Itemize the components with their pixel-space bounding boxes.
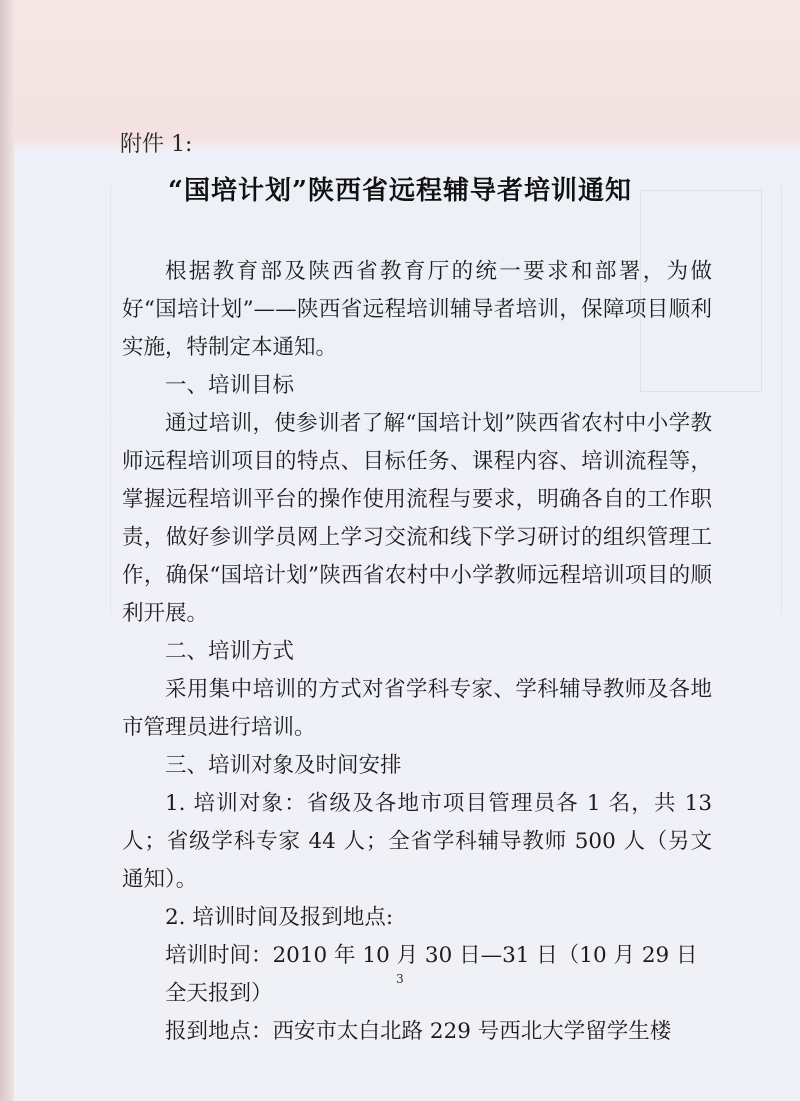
section-heading-schedule: 三、培训对象及时间安排 (165, 753, 402, 778)
page-number: 3 (396, 972, 404, 986)
section-heading-goal: 一、培训目标 (165, 373, 295, 398)
goal-paragraph: 通过培训，使参训者了解“国培计划”陕西省农村中小学教师远程培训项目的特点、目标任务、课程内容、培训流程等，掌握远程培训平台的操作使用流程与要求，明确各自的工作职责，做好参训学员网上学习交流和线下学习研讨的组织管理工作，确保“国培计划”陕西省农村中小学教师远程培训项目的顺利开展。 (122, 411, 712, 626)
training-time-line: 培训时间：2010 年 10 月 30 日—31 日（10 月 29 日全天报到） (165, 943, 698, 1006)
attachment-label: 附件 1: (120, 132, 193, 157)
intro-paragraph: 根据教育部及陕西省教育厅的统一要求和部署，为做好“国培计划”——陕西省远程培训辅导者培训，保障项目顺利实施，特制定本通知。 (122, 259, 712, 360)
page-binding-edge (0, 0, 14, 1101)
page-title: “国培计划”陕西省远程辅导者培训通知 (168, 176, 632, 206)
body-text (122, 253, 712, 1051)
section-heading-method: 二、培训方式 (165, 639, 295, 664)
method-paragraph: 采用集中培训的方式对省学科专家、学科辅导教师及各地市管理员进行培训。 (122, 677, 712, 740)
schedule-item-1: 1. 培训对象：省级及各地市项目管理员各 1 名，共 13 人；省级学科专家 44 人；全省学科辅导教师 500 人（另文通知）。 (122, 791, 712, 892)
schedule-item-2: 2. 培训时间及报到地点: (165, 905, 394, 930)
report-place-line: 报到地点：西安市太白北路 229 号西北大学留学生楼 (165, 1019, 672, 1044)
